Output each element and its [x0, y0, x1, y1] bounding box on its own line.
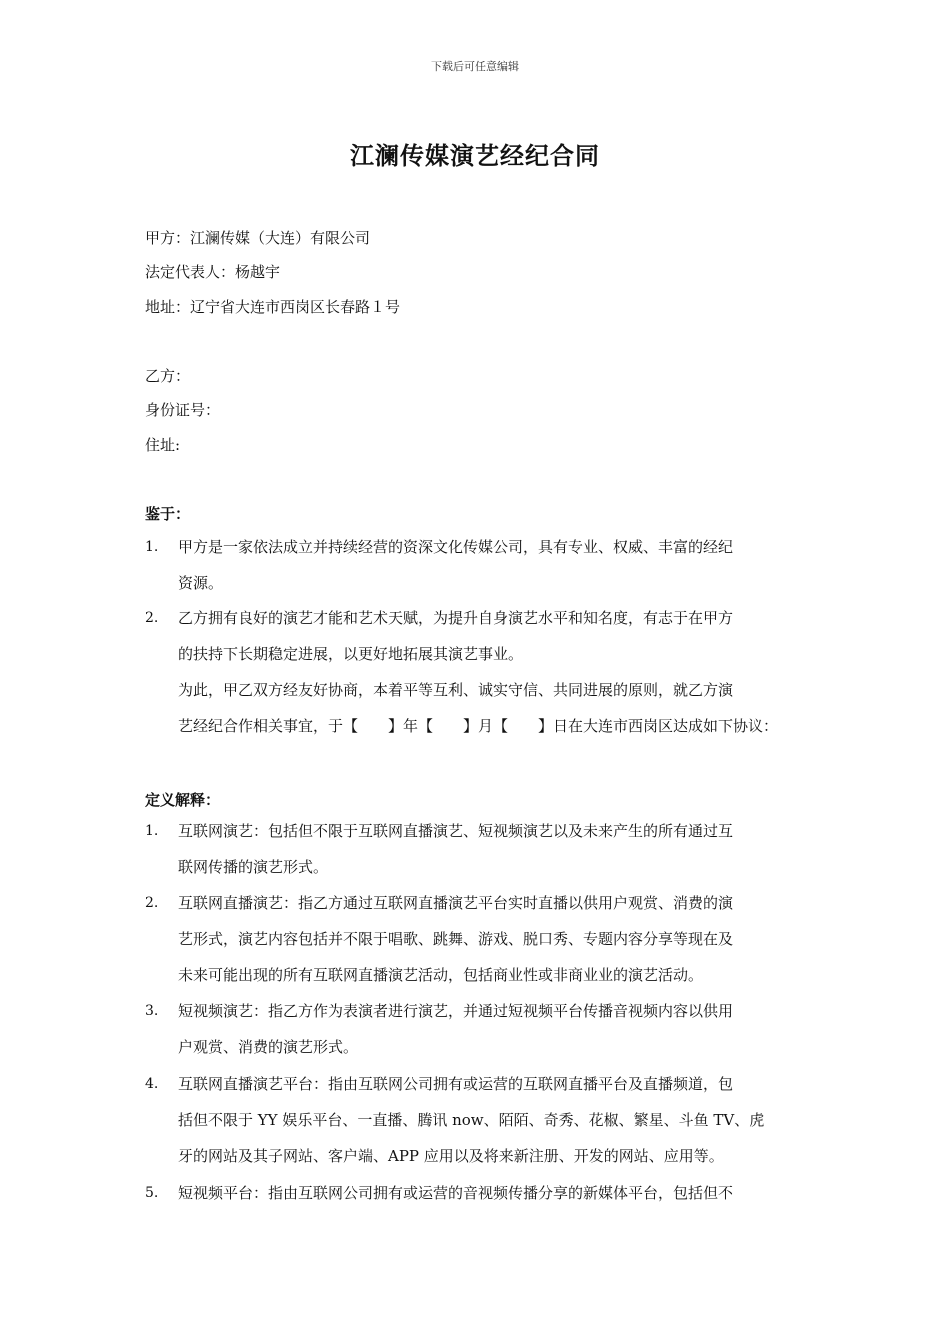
document-title: 江澜传媒演艺经纪合同	[350, 141, 600, 170]
party-b-name: 乙方：	[145, 367, 191, 385]
definition-item: 短视频平台：指由互联网公司拥有或运营的音视频传播分享的新媒体平台，包括但不	[178, 1184, 734, 1202]
whereas-item-number: 1.	[145, 539, 159, 555]
whereas-item: 甲方是一家依法成立并持续经营的资深文化传媒公司，具有专业、权威、丰富的经纪 资源。	[178, 538, 734, 592]
whereas-heading: 鉴于：	[145, 505, 191, 523]
definition-item: 互联网直播演艺平台：指由互联网公司拥有或运营的互联网直播平台及直播频道，包 括但不限于 YY 娱乐平台、一直播、腾讯 now、陌陌、奇秀、花椒、繁星、斗鱼 TV、虎 牙的网站及其子网站、客户端、APP 应用以及将来新注册、开发的网站、应用等。	[178, 1075, 765, 1165]
header-note: 下载后可任意编辑	[431, 60, 519, 73]
definition-item-number: 3.	[145, 1003, 159, 1019]
whereas-item-number: 2.	[145, 610, 159, 626]
whereas-closing: 为此，甲乙双方经友好协商，本着平等互利、诚实守信、共同进展的原则，就乙方演 艺经纪合作相关事宜，于【 】年【 】月【 】日在大连市西岗区达成如下协议：	[178, 681, 779, 735]
whereas-item: 乙方拥有良好的演艺才能和艺术天赋，为提升自身演艺水平和知名度，有志于在甲方 的扶持下长期稳定进展，以更好地拓展其演艺事业。	[178, 609, 734, 663]
definition-item-number: 1.	[145, 823, 159, 839]
definition-item-number: 2.	[145, 895, 159, 911]
definitions-heading: 定义解释：	[145, 791, 221, 809]
definition-item: 互联网直播演艺：指乙方通过互联网直播演艺平台实时直播以供用户观赏、消费的演 艺形式，演艺内容包括并不限于唱歌、跳舞、游戏、脱口秀、专题内容分享等现在及 未来可能出现的所有互联网直播演艺活动，包括商业性或非商业业的演艺活动。	[178, 894, 734, 984]
party-a-name: 甲方：江澜传媒（大连）有限公司	[145, 229, 371, 247]
party-b-address: 住址:	[145, 436, 181, 454]
definition-item: 互联网演艺：包括但不限于互联网直播演艺、短视频演艺以及未来产生的所有通过互 联网传播的演艺形式。	[178, 822, 734, 876]
definition-item-number: 5.	[145, 1185, 159, 1201]
definition-item-number: 4.	[145, 1076, 159, 1092]
party-a-address: 地址：辽宁省大连市西岗区长春路１号	[145, 298, 401, 316]
party-b-id: 身份证号：	[145, 401, 221, 419]
party-a-representative: 法定代表人：杨越宇	[145, 263, 281, 281]
definition-item: 短视频演艺：指乙方作为表演者进行演艺，并通过短视频平台传播音视频内容以供用 户观赏、消费的演艺形式。	[178, 1002, 734, 1056]
